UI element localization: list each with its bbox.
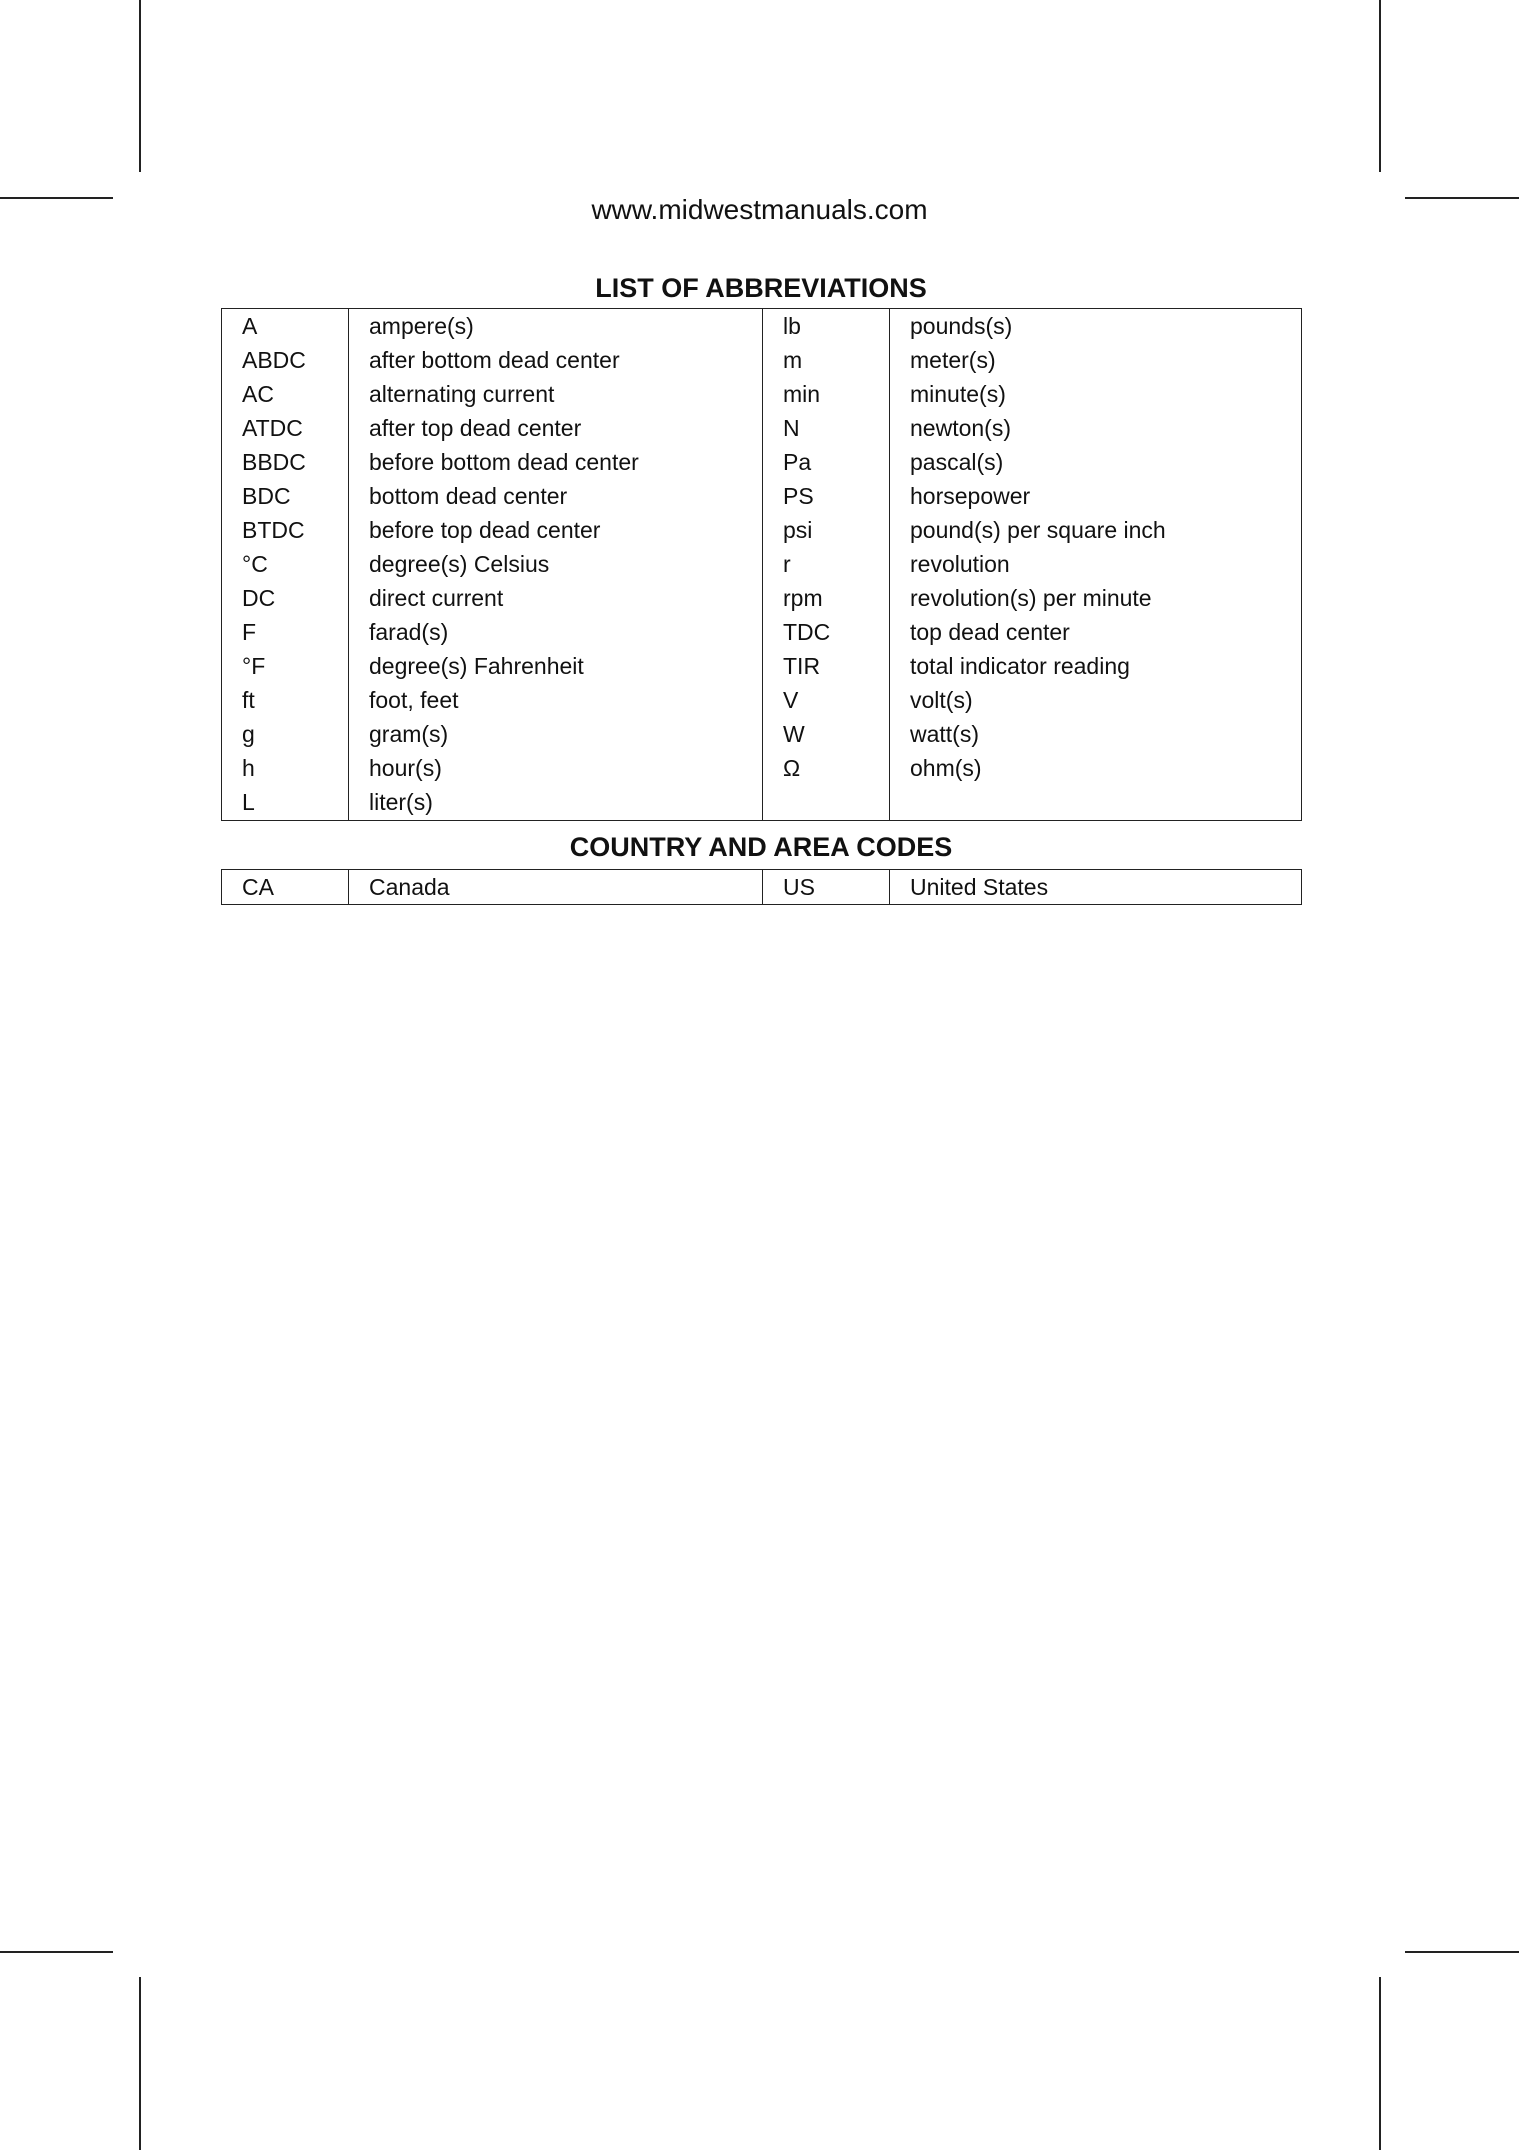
definition-cell: volt(s) <box>910 687 973 713</box>
abbreviation-cell: BDC <box>222 479 349 513</box>
abbreviation-cell: TIR <box>763 649 890 683</box>
table-row <box>222 343 1302 377</box>
definition-cell: top dead center <box>910 619 1070 645</box>
abbreviation-cell: °C <box>222 547 349 581</box>
country-codes-table-body <box>222 870 1302 905</box>
abbreviation-cell <box>763 785 890 821</box>
abbreviation-cell: F <box>222 615 349 649</box>
table-row <box>222 683 1302 717</box>
definition-cell: Canada <box>349 870 763 905</box>
abbreviation-cell: °F <box>222 649 349 683</box>
definition-cell: degree(s) Fahrenheit <box>349 649 763 683</box>
table-row <box>222 445 1302 479</box>
definition-cell: revolution <box>910 551 1010 577</box>
definition-cell: after bottom dead center <box>349 343 763 377</box>
table-row <box>222 649 1302 683</box>
definition-cell: hour(s) <box>349 751 763 785</box>
abbreviation-cell: DC <box>222 581 349 615</box>
table-row <box>222 751 1302 785</box>
abbreviation-cell: CA <box>222 870 349 905</box>
abbreviation-cell: US <box>763 870 890 905</box>
crop-mark-bottom-left-horizontal <box>0 1951 113 1953</box>
abbreviations-table <box>221 308 1302 821</box>
table-row <box>222 411 1302 445</box>
table-row <box>222 547 1302 581</box>
crop-mark-top-right-vertical <box>1379 0 1381 172</box>
abbreviation-cell: lb <box>763 309 890 344</box>
definition-cell: before top dead center <box>349 513 763 547</box>
table-row <box>222 377 1302 411</box>
definition-cell: minute(s) <box>910 381 1006 407</box>
abbreviations-title: LIST OF ABBREVIATIONS <box>595 273 927 303</box>
definition-cell: watt(s) <box>910 721 979 747</box>
table-row <box>222 309 1302 344</box>
definition-cell: newton(s) <box>910 415 1011 441</box>
definition-cell: total indicator reading <box>910 653 1130 679</box>
definition-cell: alternating current <box>349 377 763 411</box>
definition-cell: ampere(s) <box>349 309 763 344</box>
abbreviation-cell: N <box>763 411 890 445</box>
abbreviation-cell: rpm <box>763 581 890 615</box>
abbreviation-cell: BTDC <box>222 513 349 547</box>
abbreviation-cell: ft <box>222 683 349 717</box>
abbreviation-cell: L <box>222 785 349 821</box>
abbreviation-cell: ATDC <box>222 411 349 445</box>
table-row <box>222 615 1302 649</box>
table-row <box>222 479 1302 513</box>
table-row <box>222 785 1302 821</box>
definition-cell: pounds(s) <box>910 313 1013 339</box>
abbreviation-cell: min <box>763 377 890 411</box>
abbreviation-cell: BBDC <box>222 445 349 479</box>
definition-cell: after top dead center <box>349 411 763 445</box>
abbreviation-cell: r <box>763 547 890 581</box>
definition-cell: revolution(s) per minute <box>910 585 1152 611</box>
abbreviation-cell: Ω <box>763 751 890 785</box>
crop-mark-bottom-left-vertical <box>139 1977 141 2150</box>
crop-mark-top-left-vertical <box>139 0 141 172</box>
definition-cell: foot, feet <box>349 683 763 717</box>
abbreviation-cell: W <box>763 717 890 751</box>
abbreviation-cell: m <box>763 343 890 377</box>
abbreviation-cell: Pa <box>763 445 890 479</box>
table-row <box>222 870 1302 905</box>
crop-mark-bottom-right-horizontal <box>1405 1951 1519 1953</box>
abbreviation-cell: PS <box>763 479 890 513</box>
abbreviation-cell: V <box>763 683 890 717</box>
site-url: www.midwestmanuals.com <box>591 194 928 225</box>
definition-cell: degree(s) Celsius <box>349 547 763 581</box>
definition-cell: before bottom dead center <box>349 445 763 479</box>
table-row <box>222 581 1302 615</box>
table-row <box>222 513 1302 547</box>
abbreviation-cell: g <box>222 717 349 751</box>
abbreviation-cell: TDC <box>763 615 890 649</box>
abbreviation-cell: AC <box>222 377 349 411</box>
definition-cell: meter(s) <box>910 347 996 373</box>
definition-cell: direct current <box>349 581 763 615</box>
table-row <box>222 717 1302 751</box>
definition-cell: liter(s) <box>349 785 763 821</box>
definition-cell: farad(s) <box>349 615 763 649</box>
definition-cell <box>890 785 1302 821</box>
abbreviation-cell: ABDC <box>222 343 349 377</box>
definition-cell: gram(s) <box>349 717 763 751</box>
definition-cell: pound(s) per square inch <box>910 517 1166 543</box>
abbreviations-table-body <box>222 309 1302 821</box>
abbreviation-cell: psi <box>763 513 890 547</box>
country-codes-title: COUNTRY AND AREA CODES <box>569 832 953 862</box>
crop-mark-bottom-right-vertical <box>1379 1977 1381 2150</box>
definition-cell: bottom dead center <box>349 479 763 513</box>
definition-cell: United States <box>910 874 1049 900</box>
abbreviation-cell: A <box>222 309 349 344</box>
definition-cell: horsepower <box>910 483 1031 509</box>
abbreviation-cell: h <box>222 751 349 785</box>
definition-cell: ohm(s) <box>910 755 982 781</box>
definition-cell: pascal(s) <box>910 449 1004 475</box>
country-codes-table <box>221 869 1302 905</box>
